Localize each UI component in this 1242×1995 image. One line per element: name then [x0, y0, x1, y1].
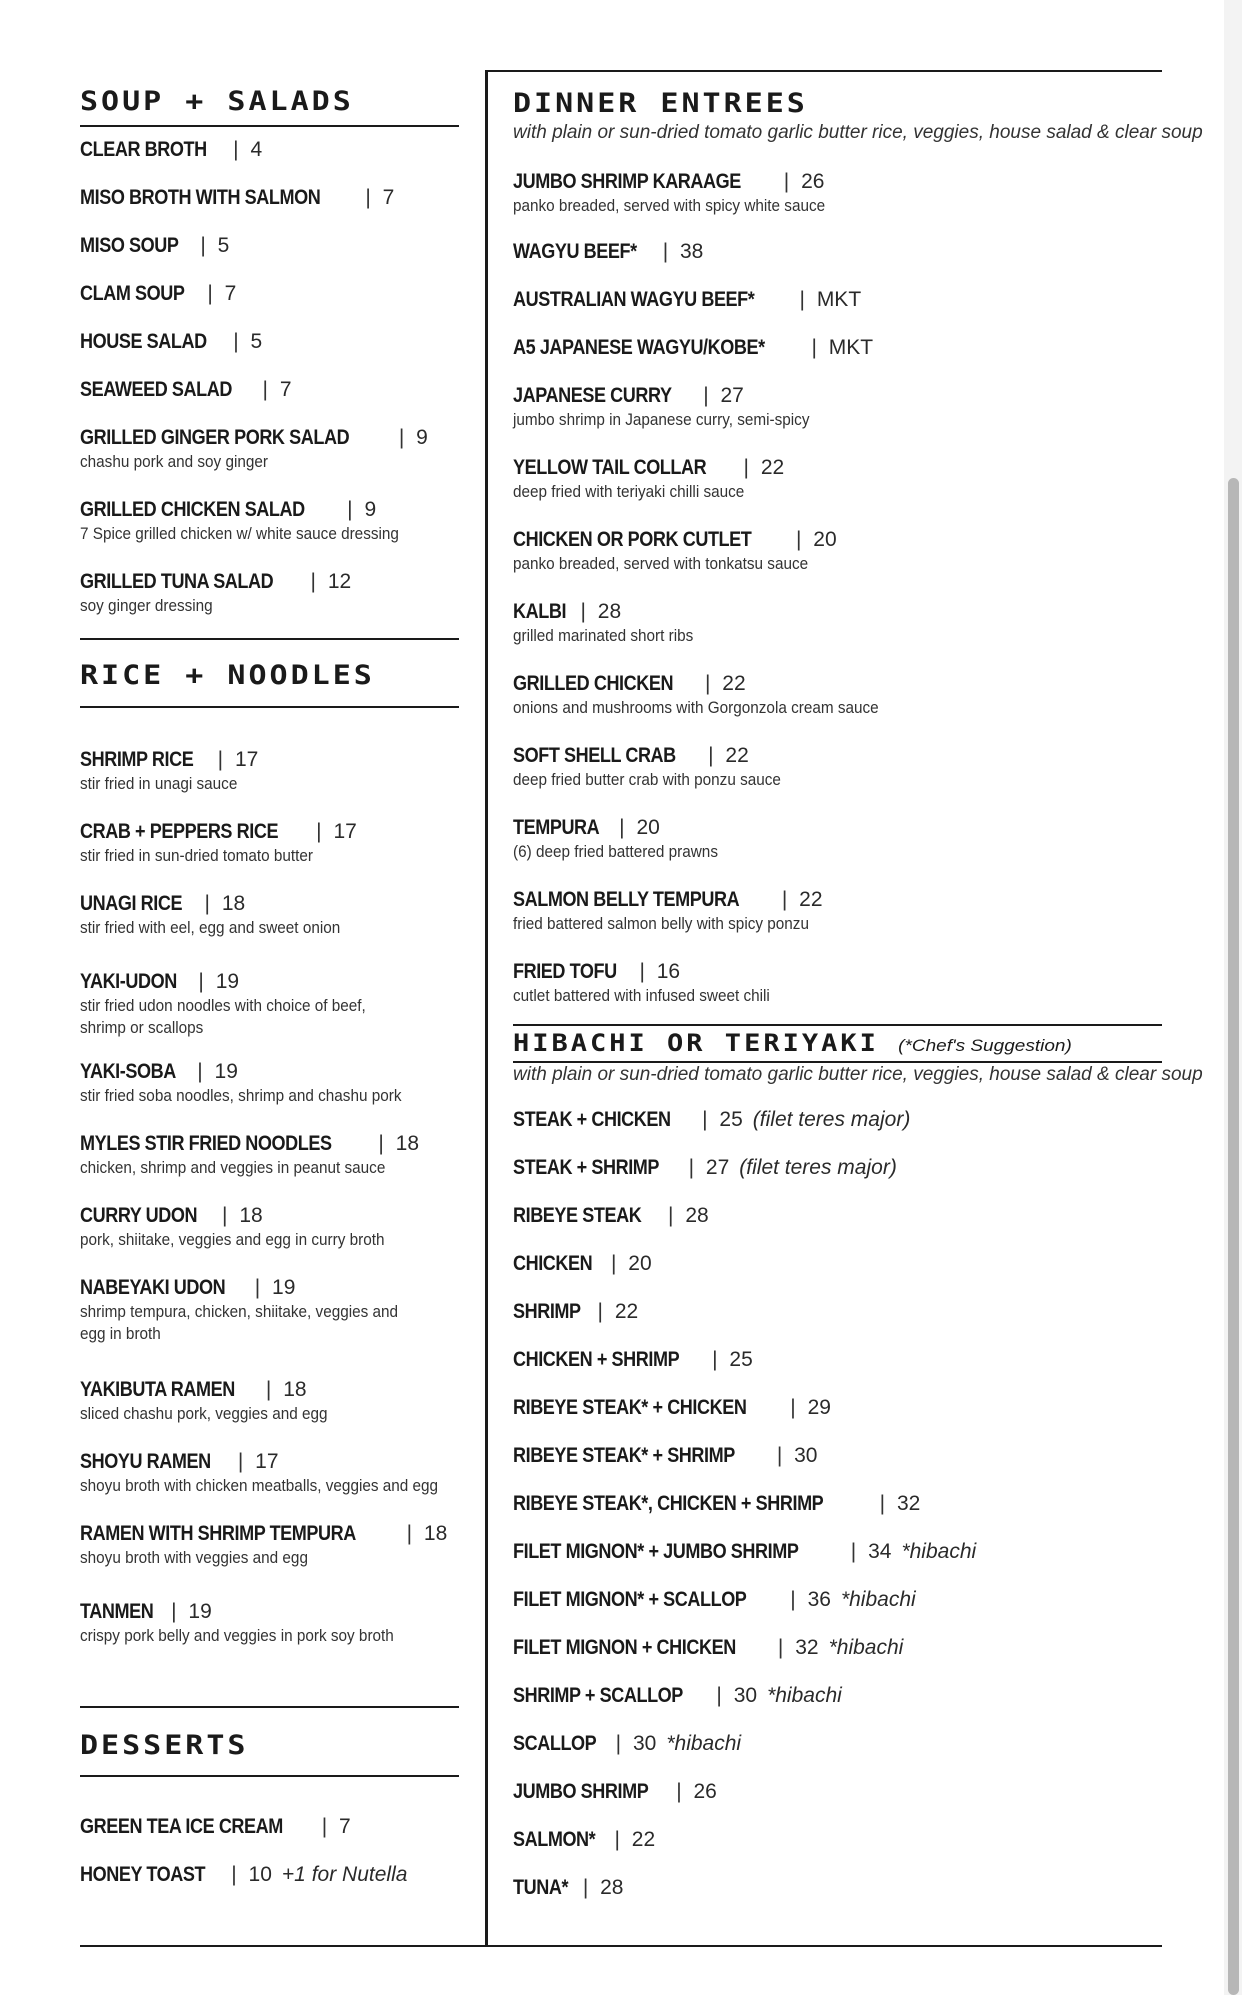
item-description: stir fried udon noodles with choice of beef, — [80, 996, 366, 1015]
item-name: FILET MIGNON + CHICKEN — [513, 1636, 736, 1659]
item-price: 28 — [679, 1204, 709, 1227]
menu-item — [513, 1444, 817, 1468]
price-separator: | — [232, 1450, 244, 1473]
item-description: cutlet battered with infused sweet chili — [513, 986, 770, 1005]
menu-item — [513, 1108, 910, 1132]
item-price: 9 — [410, 426, 428, 449]
item-description: (6) deep fried battered prawns — [513, 842, 718, 861]
item-name: YAKI-SOBA — [80, 1060, 176, 1083]
item-name: GRILLED CHICKEN SALAD — [80, 498, 305, 521]
item-name: SHRIMP + SCALLOP — [513, 1684, 683, 1707]
item-price: 18 — [277, 1378, 307, 1401]
price-separator: | — [633, 960, 645, 983]
menu-item — [80, 1450, 478, 1496]
price-separator: | — [341, 498, 353, 521]
price-separator: | — [873, 1492, 886, 1515]
price-separator: | — [260, 1378, 272, 1401]
item-price: 22 — [719, 744, 749, 767]
item-price: 30 — [788, 1444, 818, 1467]
item-price: 18 — [418, 1522, 448, 1545]
item-price: 20 — [807, 528, 837, 551]
item-name: RAMEN WITH SHRIMP TEMPURA — [80, 1522, 356, 1545]
item-description: deep fried butter crab with ponzu sauce — [513, 770, 781, 789]
item-price: 7 — [273, 378, 292, 401]
item-description: grilled marinated short ribs — [513, 626, 694, 645]
menu-item — [513, 672, 919, 718]
item-name: JUMBO SHRIMP — [513, 1780, 649, 1803]
menu-item — [80, 1378, 355, 1424]
price-separator: | — [211, 748, 224, 771]
menu-item — [513, 1348, 753, 1372]
item-description: shoyu broth with veggies and egg — [80, 1548, 308, 1567]
soup-salads-heading: SOUP + SALADS — [80, 86, 354, 117]
menu-item — [80, 498, 434, 544]
item-name: GRILLED CHICKEN — [513, 672, 674, 695]
price-separator: | — [784, 1588, 796, 1611]
menu-item — [80, 426, 428, 472]
menu-item — [80, 1204, 418, 1250]
menu-item — [513, 288, 861, 312]
price-separator: | — [372, 1132, 384, 1155]
item-name: SCALLOP — [513, 1732, 597, 1755]
item-price: 7 — [376, 186, 395, 209]
item-name: GRILLED GINGER PORK SALAD — [80, 426, 350, 449]
price-separator: | — [310, 820, 322, 843]
price-separator: | — [656, 240, 669, 263]
price-separator: | — [359, 186, 371, 209]
item-price: 28 — [591, 600, 622, 623]
item-description: stir fried in sun-dried tomato butter — [80, 846, 314, 865]
item-name: RIBEYE STEAK — [513, 1204, 642, 1227]
item-name: MYLES STIR FRIED NOODLES — [80, 1132, 332, 1155]
section-rule — [513, 1024, 1162, 1026]
menu-item — [80, 186, 394, 210]
item-description: pork, shiitake, veggies and egg in curry broth — [80, 1230, 385, 1249]
item-note: (filet teres major) — [752, 1108, 911, 1131]
price-separator: | — [165, 1600, 177, 1623]
item-description: stir fried soba noodles, shrimp and chashu pork — [80, 1086, 402, 1105]
price-separator: | — [613, 816, 625, 839]
item-name: STEAK + SHRIMP — [513, 1156, 660, 1179]
menu-item — [513, 1876, 624, 1900]
item-name: GREEN TEA ICE CREAM — [80, 1815, 283, 1838]
item-price: 7 — [333, 1815, 351, 1838]
item-description: egg in broth — [80, 1324, 161, 1343]
menu-item — [513, 240, 703, 264]
item-name: UNAGI RICE — [80, 892, 183, 915]
section-rule — [80, 706, 459, 708]
menu-item — [513, 1684, 842, 1708]
price-separator: | — [304, 570, 317, 593]
item-name: JUMBO SHRIMP KARAAGE — [513, 170, 741, 193]
menu-item — [80, 970, 398, 1038]
hibachi-heading — [513, 1030, 1072, 1057]
menu-item — [80, 748, 258, 794]
price-separator: | — [790, 528, 802, 551]
price-separator: | — [702, 744, 714, 767]
item-price: 18 — [389, 1132, 420, 1155]
item-note: *hibachi — [840, 1588, 916, 1611]
menu-item — [513, 170, 860, 216]
item-name: CHICKEN OR PORK CUTLET — [513, 528, 752, 551]
price-separator: | — [227, 330, 239, 353]
price-separator: | — [574, 600, 586, 623]
item-name: YELLOW TAIL COLLAR — [513, 456, 707, 479]
item-name: A5 JAPANESE WAGYU/KOBE* — [513, 336, 765, 359]
menu-item — [513, 1492, 920, 1516]
item-name: HONEY TOAST — [80, 1863, 206, 1886]
menu-item — [80, 138, 262, 162]
item-description: onions and mushrooms with Gorgonzola cream sauce — [513, 698, 879, 717]
menu-item — [513, 1540, 976, 1564]
price-separator: | — [793, 288, 805, 311]
item-description: chicken, shrimp and veggies in peanut sauce — [80, 1158, 386, 1177]
price-separator: | — [844, 1540, 857, 1563]
price-separator: | — [770, 1444, 783, 1467]
item-description: jumbo shrimp in Japanese curry, semi-spicy — [513, 410, 810, 429]
hibachi-title: HIBACHI OR TERIYAKI — [513, 1030, 879, 1058]
item-price: 22 — [716, 672, 746, 695]
item-name: CURRY UDON — [80, 1204, 198, 1227]
dinner-entrees-heading: DINNER ENTREES — [513, 88, 808, 119]
item-price: 25 — [723, 1348, 753, 1371]
price-separator: | — [400, 1522, 413, 1545]
item-description: deep fried with teriyaki chilli sauce — [513, 482, 745, 501]
menu-item — [513, 744, 811, 790]
item-price: 19 — [208, 1060, 238, 1083]
menu-item — [513, 1252, 652, 1276]
item-note: *hibachi — [666, 1732, 742, 1755]
item-description: fried battered salmon belly with spicy ponzu — [513, 914, 809, 933]
price-separator: | — [192, 970, 204, 993]
price-separator: | — [682, 1156, 695, 1179]
price-separator: | — [699, 672, 711, 695]
menu-item — [80, 378, 292, 402]
price-separator: | — [315, 1815, 328, 1838]
price-separator: | — [772, 1636, 784, 1659]
item-price: 36 — [801, 1588, 831, 1611]
price-separator: | — [201, 282, 213, 305]
menu-item — [80, 1060, 437, 1106]
menu-item — [513, 528, 841, 574]
price-separator: | — [737, 456, 749, 479]
price-separator: | — [777, 170, 790, 193]
item-price: 32 — [891, 1492, 921, 1515]
item-name: SHOYU RAMEN — [80, 1450, 211, 1473]
item-name: SHRIMP RICE — [80, 748, 194, 771]
menu-item — [80, 1132, 419, 1178]
price-separator: | — [191, 1060, 203, 1083]
item-price: 5 — [244, 330, 263, 353]
item-price: 20 — [622, 1252, 652, 1275]
item-description: shrimp or scallops — [80, 1018, 204, 1037]
section-rule — [80, 638, 459, 640]
price-separator: | — [577, 1876, 589, 1899]
menu-item — [513, 816, 741, 862]
item-price: 25 — [713, 1108, 743, 1131]
item-name: FILET MIGNON* + SCALLOP — [513, 1588, 747, 1611]
price-separator: | — [776, 888, 788, 911]
menu-item — [80, 1522, 447, 1568]
menu-item — [513, 888, 842, 934]
item-description: panko breaded, served with tonkatsu sauce — [513, 554, 809, 573]
item-price: 19 — [209, 970, 240, 993]
item-price: 4 — [244, 138, 263, 161]
menu-item — [513, 336, 873, 360]
price-separator: | — [784, 1396, 796, 1419]
section-rule — [80, 1706, 459, 1708]
item-description: panko breaded, served with spicy white sauce — [513, 196, 826, 215]
menu-item — [513, 1588, 916, 1612]
column-divider — [485, 70, 488, 1947]
item-price: 17 — [327, 820, 357, 843]
menu-item — [513, 1204, 709, 1228]
menu-sheet — [80, 70, 1203, 1947]
item-name: MISO BROTH WITH SALMON — [80, 186, 321, 209]
item-note: +1 for Nutella — [281, 1863, 408, 1886]
desserts-heading: DESSERTS — [80, 1730, 249, 1761]
item-price: 9 — [358, 498, 377, 521]
section-rule — [513, 1061, 1162, 1063]
item-price: 22 — [793, 888, 823, 911]
item-price: 38 — [674, 240, 704, 263]
item-name: JAPANESE CURRY — [513, 384, 672, 407]
item-name: TEMPURA — [513, 816, 600, 839]
item-name: MISO SOUP — [80, 234, 179, 257]
item-name: HOUSE SALAD — [80, 330, 207, 353]
item-name: RIBEYE STEAK*, CHICKEN + SHRIMP — [513, 1492, 824, 1515]
item-description: chashu pork and soy ginger — [80, 452, 268, 471]
item-note: (filet teres major) — [739, 1156, 897, 1179]
price-separator: | — [662, 1204, 674, 1227]
item-price: 20 — [630, 816, 660, 839]
menu-item — [513, 384, 842, 430]
price-separator: | — [248, 1276, 261, 1299]
item-name: FILET MIGNON* + JUMBO SHRIMP — [513, 1540, 799, 1563]
item-name: CHICKEN — [513, 1252, 593, 1275]
price-separator: | — [670, 1780, 682, 1803]
item-note: *hibachi — [901, 1540, 977, 1563]
price-separator: | — [216, 1204, 228, 1227]
price-separator: | — [710, 1684, 722, 1707]
item-description: sliced chashu pork, veggies and egg — [80, 1404, 328, 1423]
item-price: 16 — [650, 960, 681, 983]
item-name: FRIED TOFU — [513, 960, 617, 983]
item-name: TANMEN — [80, 1600, 154, 1623]
menu-item — [513, 600, 713, 646]
item-price: 17 — [249, 1450, 279, 1473]
right-column — [513, 70, 1203, 1947]
item-description: stir fried with eel, egg and sweet onion — [80, 918, 341, 937]
item-price: 7 — [218, 282, 237, 305]
chefs-suggestion-note: (*Chef's Suggestion) — [898, 1037, 1072, 1056]
menu-item — [80, 282, 236, 306]
item-price: 32 — [789, 1636, 819, 1659]
menu-item — [513, 1636, 903, 1660]
item-name: SALMON BELLY TEMPURA — [513, 888, 740, 911]
item-price: 29 — [801, 1396, 831, 1419]
menu-item — [80, 330, 262, 354]
item-name: CRAB + PEPPERS RICE — [80, 820, 279, 843]
item-name: CLAM SOUP — [80, 282, 185, 305]
price-separator: | — [227, 138, 239, 161]
price-separator: | — [706, 1348, 718, 1371]
item-name: WAGYU BEEF* — [513, 240, 637, 263]
item-price: 19 — [266, 1276, 296, 1299]
menu-item — [80, 1276, 433, 1344]
item-description: shrimp tempura, chicken, shiitake, veggies and — [80, 1302, 399, 1321]
left-column — [80, 70, 459, 1947]
menu-item — [513, 1780, 717, 1804]
item-name: NABEYAKI UDON — [80, 1276, 226, 1299]
item-price: 12 — [322, 570, 352, 593]
menu-item — [80, 1815, 351, 1839]
item-description: shoyu broth with chicken meatballs, veggies and egg — [80, 1476, 439, 1495]
menu-item — [513, 1828, 655, 1852]
item-name: YAKI-UDON — [80, 970, 177, 993]
menu-item — [513, 1396, 831, 1420]
menu-item — [80, 570, 351, 616]
item-price: 18 — [233, 1204, 263, 1227]
dinner-entrees-subtitle: with plain or sun-dried tomato garlic butter rice, veggies, house salad & clear soup — [513, 122, 1203, 143]
item-price: 22 — [608, 1300, 639, 1323]
price-separator: | — [198, 892, 210, 915]
item-name: CLEAR BROTH — [80, 138, 207, 161]
item-note: *hibachi — [767, 1684, 842, 1707]
item-name: SHRIMP — [513, 1300, 581, 1323]
item-name: KALBI — [513, 600, 567, 623]
item-name: GRILLED TUNA SALAD — [80, 570, 274, 593]
price-separator: | — [608, 1828, 620, 1851]
item-price: 27 — [700, 1156, 730, 1179]
menu-item — [513, 1732, 741, 1756]
menu-item — [513, 1300, 638, 1324]
price-separator: | — [225, 1863, 237, 1886]
item-price: 26 — [795, 170, 825, 193]
item-price: MKT — [810, 288, 862, 311]
item-price: 27 — [714, 384, 744, 407]
price-separator: | — [609, 1732, 622, 1755]
menu-item — [80, 1600, 429, 1646]
item-name: CHICKEN + SHRIMP — [513, 1348, 680, 1371]
item-name: SALMON* — [513, 1828, 596, 1851]
item-name: TUNA* — [513, 1876, 569, 1899]
price-separator: | — [697, 384, 709, 407]
menu-item — [80, 892, 369, 938]
item-description: 7 Spice grilled chicken w/ white sauce dressing — [80, 524, 399, 543]
item-price: MKT — [822, 336, 874, 359]
item-price: 34 — [862, 1540, 892, 1563]
item-price: 17 — [229, 748, 259, 771]
item-price: 28 — [594, 1876, 624, 1899]
menu-item — [80, 1863, 407, 1887]
item-description: stir fried in unagi sauce — [80, 774, 238, 793]
section-rule — [80, 1775, 459, 1777]
item-note: *hibachi — [828, 1636, 904, 1659]
item-name: SOFT SHELL CRAB — [513, 744, 676, 767]
price-separator: | — [696, 1108, 708, 1131]
menu-item — [513, 1156, 897, 1180]
hibachi-subtitle: with plain or sun-dried tomato garlic butter rice, veggies, house salad & clear soup — [513, 1064, 1203, 1085]
price-separator: | — [393, 426, 405, 449]
item-name: AUSTRALIAN WAGYU BEEF* — [513, 288, 755, 311]
item-price: 26 — [687, 1780, 717, 1803]
item-name: SEAWEED SALAD — [80, 378, 232, 401]
price-separator: | — [591, 1300, 603, 1323]
menu-item — [513, 456, 784, 502]
item-price: 22 — [625, 1828, 656, 1851]
item-price: 19 — [182, 1600, 212, 1623]
price-separator: | — [194, 234, 206, 257]
item-description: crispy pork belly and veggies in pork soy broth — [80, 1626, 394, 1645]
item-name: RIBEYE STEAK* + CHICKEN — [513, 1396, 747, 1419]
item-price: 30 — [627, 1732, 657, 1755]
scrollbar-thumb[interactable] — [1228, 478, 1239, 1995]
menu-item — [80, 820, 357, 866]
price-separator: | — [605, 1252, 617, 1275]
price-separator: | — [256, 378, 268, 401]
rice-noodles-heading: RICE + NOODLES — [80, 660, 375, 691]
menu-item — [513, 960, 798, 1006]
price-separator: | — [805, 336, 817, 359]
item-price: 10 — [242, 1863, 272, 1886]
item-description: soy ginger dressing — [80, 596, 213, 615]
item-name: YAKIBUTA RAMEN — [80, 1378, 235, 1401]
item-price: 5 — [211, 234, 230, 257]
item-price: 22 — [755, 456, 785, 479]
item-name: RIBEYE STEAK* + SHRIMP — [513, 1444, 735, 1467]
item-price: 30 — [727, 1684, 758, 1707]
item-price: 18 — [215, 892, 246, 915]
item-name: STEAK + CHICKEN — [513, 1108, 671, 1131]
menu-item — [80, 234, 229, 258]
section-rule — [80, 125, 459, 127]
